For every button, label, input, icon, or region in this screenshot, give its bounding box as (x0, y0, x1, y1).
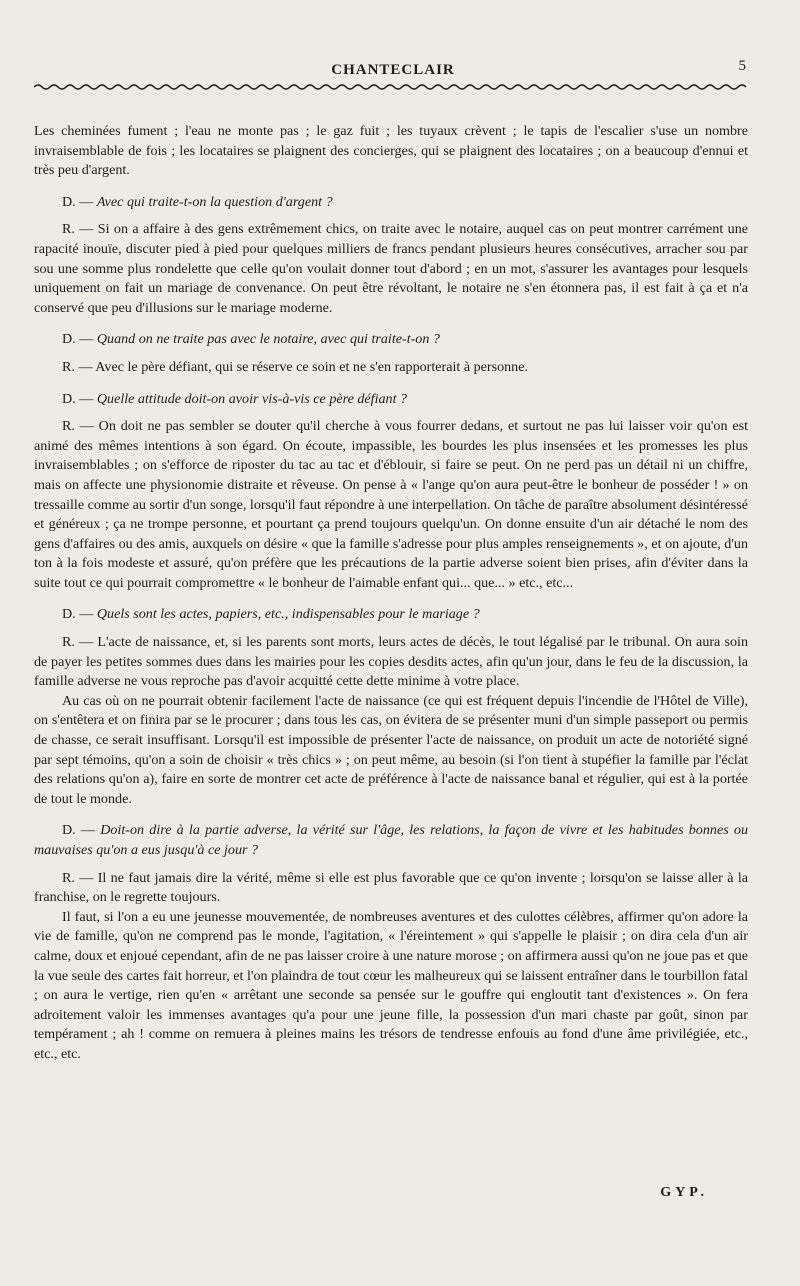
question-text: Doit-on dire à la partie adverse, la vérité sur l'âge, les relations, la façon de vivre et les habitudes bonnes ou mauvaises qu'on a eus jusqu'à ce jour ? (34, 822, 748, 858)
question-prefix: D. — (62, 606, 97, 623)
question-paragraph (34, 605, 748, 625)
question-prefix: D. — (62, 822, 101, 839)
question-text: Quels sont les actes, papiers, etc., indispensables pour le mariage ? (96, 606, 480, 623)
question-prefix: D. — (62, 390, 97, 407)
question-prefix: D. — (62, 193, 97, 210)
page-number: 5 (738, 58, 746, 74)
answer-paragraph: R. — On doit ne pas sembler se douter qu'il cherche à vous fourrer dedans, et surtout ne pas lui laisser voir qu'on est animé des mêmes intentions à son égard. On écoute, impassible, les bourdes les plus insensées et les promesses les plus invraisemblables ; on s'efforce de riposter du tac au tac et d'éblouir, si faire se peut. On ne perd pas un détail ni un chiffre, mais on affecte une physionomie distraite et rêveuse. On pense à « l'ange qu'on aura peut-être le bonheur de posséder ! » on tressaille comme au sortir d'un songe, lorsqu'il faut répondre à une interpellation. On tâche de paraître absolument désintéressé et généreux ; ça ne trompe personne, et pourtant ça prend toujours quelqu'un. On donne ensuite d'un air détaché le nom des gens d'affaires ou des amis, auxquels on désire « que la famille s'adresse pour plus amples renseignements », et on ajoute, d'un ton à la fois modeste et assuré, qu'on préfère que les précautions de la partie adverse soient bien prises, afin d'éviter dans la suite tout ce qui pourrait compromettre « le bonheur de l'aimable enfant qui... que... » etc., etc... (34, 418, 748, 591)
question-text: Quand on ne traite pas avec le notaire, avec qui traite-t-on ? (96, 331, 440, 348)
question-text: Quelle attitude doit-on avoir vis-à-vis ce père défiant ? (96, 390, 408, 407)
text-paragraph: Il faut, si l'on a eu une jeunesse mouvementée, de nombreuses aventures et des culottes célèbres, affirmer qu'on adore la vie de famille, qu'on ne comprend pas le monde, l'agitation, « l'éreintement » qui s'appelle le plaisir ; on dira cela d'un air calme, doux et enjoué cependant, afin de ne pas laisser croire à une nature morose ; on affirmera aussi qu'on ne joue pas et que la vue seule des cartes fait horreur, et l'on plaindra de tout cœur les malheureux qui se laissent entraîner dans le tourbillon fatal ; on aura le vertige, rien qu'en « arrêtant une seconde sa pensée sur le gouffre qui engloutit tant d'existences ». On fera adroitement valoir les immenses avantages qu'a pour une jeune fille, la possession d'un mari chaste par goût, sinon par tempérament ; ah ! comme on remuera à pleines mains les trésors de tendresse enfouis au fond d'une âme privilégiée, etc., etc., etc. (34, 908, 748, 1062)
answer-paragraph: R. — L'acte de naissance, et, si les parents sont morts, leurs actes de décès, le tout légalisé par le tribunal. On aura soin de payer les petites sommes dues dans les mairies pour les copies desdits actes, afin qu'un jour, dans le feu de la discussion, la famille adverse ne vous reproche pas d'avoir acquitté cette dette minime à votre place. (34, 634, 748, 690)
header-wavy-rule (34, 82, 752, 92)
author-signature: GYP. (660, 1185, 708, 1200)
question-paragraph (34, 330, 748, 350)
question-paragraph (34, 821, 748, 860)
article-body (34, 122, 748, 1065)
question-prefix: D. — (62, 331, 97, 348)
page-header (34, 58, 752, 98)
text-paragraph: Les cheminées fument ; l'eau ne monte pas ; le gaz fuit ; les tuyaux crèvent ; le tapis de l'escalier s'use un nombre invraisemblable de fois ; les locataires se plaignent des concierges, qui se plaignent des locataires ; on a beaucoup d'ennui et très peu d'argent. (34, 123, 748, 179)
question-paragraph (34, 390, 748, 410)
question-text: Avec qui traite-t-on la question d'argent ? (96, 193, 333, 210)
running-title: CHANTECLAIR (331, 62, 455, 78)
question-paragraph (34, 193, 748, 213)
answer-paragraph: R. — Avec le père défiant, qui se réserve ce soin et ne s'en rapporterait à personne. (62, 358, 529, 375)
text-paragraph: Au cas où on ne pourrait obtenir facilement l'acte de naissance (ce qui est fréquent depuis l'incendie de l'Hôtel de Ville), on s'entêtera et on finira par se le procurer ; dans tous les cas, on évitera de se présenter muni d'un simple passeport ou permis de chasse, ce serait insuffisant. Lorsqu'il est impossible de présenter l'acte de naissance, on produit un acte de notoriété signé par sept témoins, qu'on a soin de choisir « très chics » ; on peut même, au besoin (si l'on tient à stupéfier la famille par l'éclat des relations qu'on a), faire en sorte de montrer cet acte de préférence à l'acte de naissance banal et régulier, qui est à la portée de tout le monde. (34, 692, 748, 807)
answer-paragraph: R. — Il ne faut jamais dire la vérité, même si elle est plus favorable que ce qu'on invente ; lorsqu'on se laisse aller à la franchise, on le regrette toujours. (34, 869, 748, 906)
answer-paragraph: R. — Si on a affaire à des gens extrêmement chics, on traite avec le notaire, auquel cas on peut montrer carrément une rapacité inouïe, discuter pied à pied pour quelques milliers de francs pendant plusieurs heures consécutives, arracher sou par sou une somme plus rondelette que celle qu'on voulait donner tout d'abord ; en un mot, s'assurer les avantages pour lesquels uniquement on fait un mariage de convenance. On peut être révoltant, le notaire ne s'en étonnera pas, il est fait à ça et n'a conservé que peu d'illusions sur le mariage moderne. (34, 221, 748, 316)
